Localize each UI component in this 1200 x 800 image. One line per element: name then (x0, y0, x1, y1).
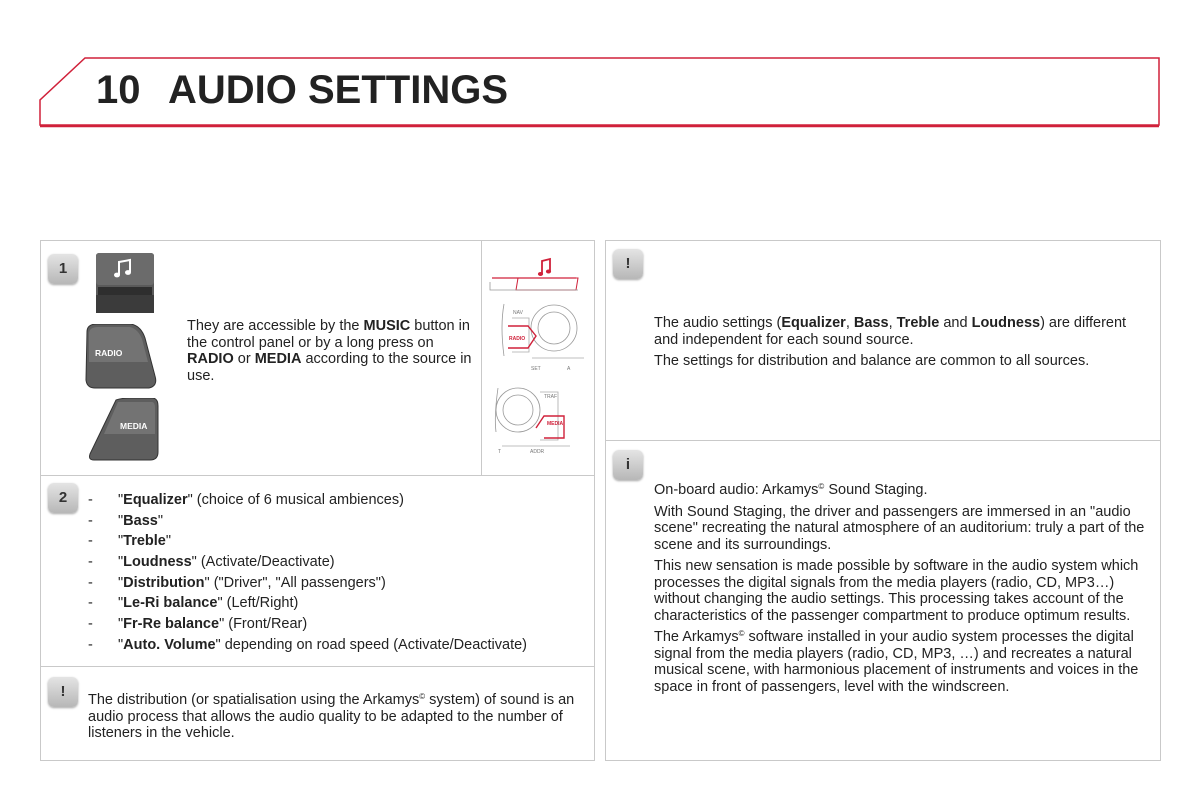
warning-text-left: The distribution (or spatialisation using the Arkamys© system) of sound is an audio process that allows the audio quality to be adapted to the number of listeners in the vehicle. (88, 692, 575, 741)
panel-label-traf: TRAF (544, 394, 558, 400)
list-item: - "Auto. Volume" depending on road speed (Activate/Deactivate) (88, 636, 527, 653)
page-title: AUDIO SETTINGS (168, 68, 509, 112)
control-panel-illustration (484, 256, 592, 462)
step-1-badge: 1 (48, 254, 78, 284)
chapter-number: 10 (96, 68, 141, 112)
panel-label-media: MEDIA (547, 421, 564, 427)
warning-icon: ! (613, 249, 643, 279)
music-note-icon (112, 258, 134, 280)
panel-label-radio: RADIO (509, 336, 526, 342)
step-2-badge: 2 (48, 483, 78, 513)
radio-button-label: RADIO (95, 348, 123, 358)
panel-label-set: SET (531, 366, 541, 372)
section-1-text: They are accessible by the MUSIC button in the control panel or by a long press on RADIO or MEDIA according to the source in use. (187, 318, 472, 384)
list-item: - "Le-Ri balance" (Left/Right) (88, 595, 299, 612)
list-item: - "Loudness" (Activate/Deactivate) (88, 554, 335, 571)
media-button-image (88, 398, 160, 462)
list-item: - "Treble" (88, 533, 172, 550)
list-item: - "Fr-Re balance" (Front/Rear) (88, 616, 308, 633)
list-item: - "Bass" (88, 512, 163, 529)
panel-label-a: A (567, 366, 571, 372)
panel-label-addr: ADDR (530, 449, 545, 455)
warning-icon: ! (48, 677, 78, 707)
list-item: - "Equalizer" (choice of 6 musical ambiences) (88, 492, 404, 508)
settings-list (88, 490, 527, 656)
panel-label-t: T (498, 449, 502, 455)
radio-button-image (83, 324, 159, 390)
music-button-image (96, 253, 154, 313)
info-text-right: On-board audio: Arkamys© Sound Staging. With Sound Staging, the driver and passengers are immersed in an "audio scene" recreating the natural atmosphere of an auditorium: truly a part of the scene and its surroundings. This new sensation is made possible by software in the audio system which processes the digital signals from the media players (radio, CD, MP3…) without changing the audio settings. This processing takes account of the characteristics of the passenger compartment to produce optimum results. The Arkamys© software installed in your audio system processes the digital signal from the media players (radio, CD, MP3, …) and recreates a natural musical scene, with harmonious placement of instruments and voices in the space in front of passengers, level with the windscreen. (654, 482, 1145, 695)
warning-text-right: The audio settings (Equalizer, Bass, Treble and Loudness) are different and independent for each sound source. The settings for distribution and balance are common to all sources. (654, 315, 1127, 369)
info-icon: i (613, 450, 643, 480)
media-button-label: MEDIA (120, 421, 148, 431)
list-item: - "Distribution" ("Driver", "All passengers") (88, 574, 386, 591)
panel-label-nav: NAV (513, 310, 523, 316)
